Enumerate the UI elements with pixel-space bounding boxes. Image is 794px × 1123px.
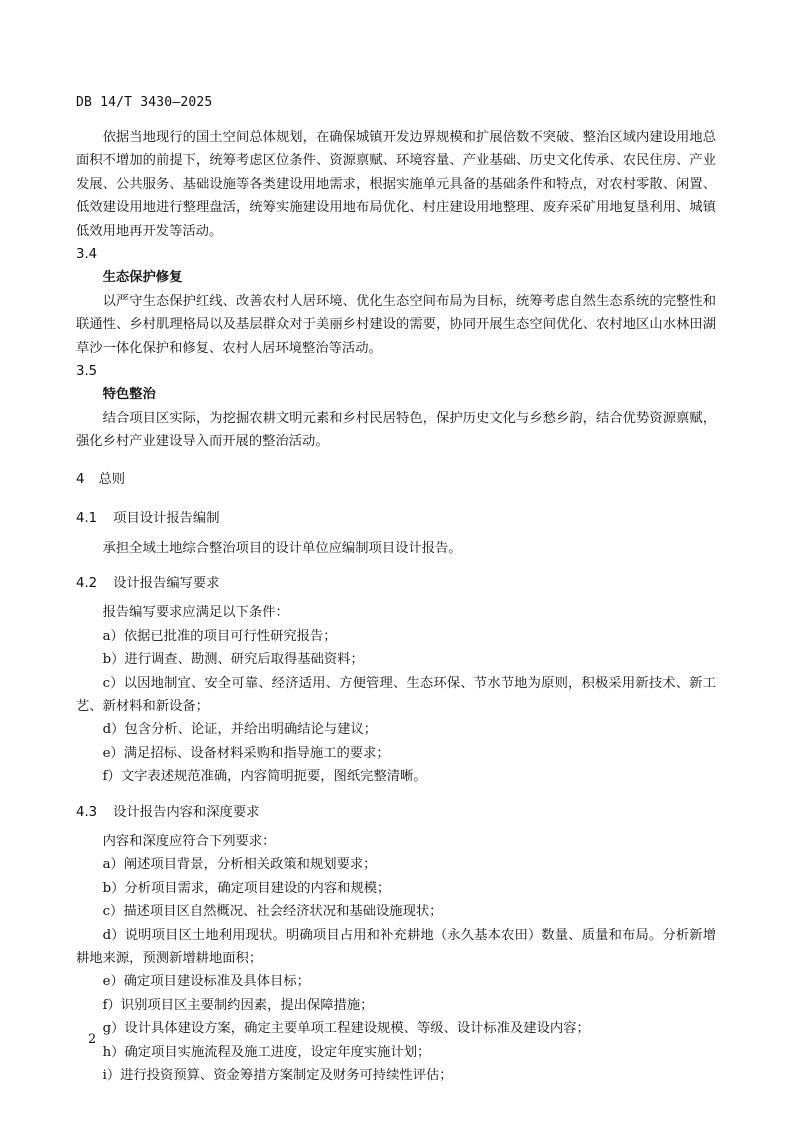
page-content	[76, 126, 716, 1087]
list-item: a）依据已批准的项目可行性研究报告；	[102, 628, 337, 644]
list-item: f）文字表述规范准确，内容简明扼要，图纸完整清晰。	[102, 769, 427, 785]
list-lead: 报告编写要求应满足以下条件：	[102, 605, 289, 621]
section-4-2	[76, 572, 716, 789]
list-item: b）分析项目需求，确定项目建设的内容和规模；	[102, 880, 391, 896]
section-heading	[76, 801, 716, 824]
section-heading	[76, 507, 716, 530]
term-title: 特色整治	[102, 387, 156, 403]
list-item: e）满足招标、设备材料采购和指导施工的要求；	[102, 745, 390, 761]
list-item: c）描述项目区自然概况、社会经济状况和基础设施现状；	[102, 904, 443, 920]
section-text: 承担全域土地综合整治项目的设计单位应编制项目设计报告。	[102, 540, 462, 556]
list-lead: 内容和深度应符合下列要求：	[102, 833, 276, 849]
section-number: 4.2	[76, 575, 98, 591]
list-item: e）确定项目建设标准及具体目标；	[102, 974, 310, 990]
section-number: 3.5	[76, 364, 98, 380]
list-item: d）包含分析、论证，并给出明确结论与建议；	[102, 722, 378, 738]
list-item: f）识别项目区主要制约因素，提出保障措施；	[102, 997, 374, 1013]
section-3-5	[76, 360, 716, 454]
section-3-4	[76, 243, 716, 360]
intro-paragraph: 依据当地现行的国土空间总体规划，在确保城镇开发边界规模和扩展倍数不突破、整治区域内建设用地总面积不增加的前提下，统筹考虑区位条件、资源禀赋、环境容量、产业基础、历史文化传承、农民住房、产业发展、公共服务、基础设施等各类建设用地需求，根据实施单元具备的基础条件和特点，对农村零散、闲置、低效建设用地进行整理盘活，统筹实施建设用地布局优化、村庄建设用地整理、废弃采矿用地复垦利用、城镇低效用地再开发等活动。	[76, 130, 716, 239]
list-item: h）确定项目实施流程及施工进度，设定年度实施计划；	[102, 1044, 431, 1060]
section-number: 4.1	[76, 511, 98, 527]
chapter-number: 4	[76, 471, 85, 487]
page-number: 2	[88, 1032, 97, 1047]
list-item: c）以因地制宜、安全可靠、经济适用、方便管理、生态环保、节水节地为原则，积极采用新技术、新工艺、新材料和新设备；	[76, 675, 716, 714]
list-item: d）说明项目区土地利用现状。明确项目占用和补充耕地（永久基本农田）数量、质量和布局。分析新增耕地来源，预测新增耕地面积；	[76, 927, 716, 966]
section-title: 设计报告内容和深度要求	[113, 804, 260, 820]
list-item: a）阐述项目背景，分析相关政策和规划要求；	[102, 857, 377, 873]
chapter-heading	[76, 468, 716, 491]
list-item: g）设计具体建设方案，确定主要单项工程建设规模、等级、设计标准及建设内容；	[102, 1021, 590, 1037]
term-title: 生态保护修复	[102, 270, 183, 286]
section-4-1	[76, 507, 716, 560]
section-4-3	[76, 801, 716, 1088]
chapter-title: 总则	[98, 471, 126, 487]
list-item: b）进行调查、勘测、研究后取得基础资料；	[102, 652, 364, 668]
term-definition: 以严守生态保护红线、改善农村人居环境、优化生态空间布局为目标，统筹考虑自然生态系统的完整性和联通性、乡村肌理格局以及基层群众对于美丽乡村建设的需要，协同开展生态空间优化、农村地区山水林田湖草沙一体化保护和修复、农村人居环境整治等活动。	[76, 293, 716, 356]
document-number-header: DB 14/T 3430—2025	[76, 95, 213, 110]
term-definition: 结合项目区实际，为挖掘农耕文明元素和乡村民居特色，保护历史文化与乡愁乡韵，结合优势资源禀赋，强化乡村产业建设导入而开展的整治活动。	[76, 410, 716, 450]
section-heading	[76, 572, 716, 595]
section-number: 4.3	[76, 804, 98, 820]
list-item: i）进行投资预算、资金筹措方案制定及财务可持续性评估；	[102, 1068, 453, 1084]
section-title: 设计报告编写要求	[113, 575, 220, 591]
section-number: 3.4	[76, 247, 98, 263]
section-title: 项目设计报告编制	[113, 511, 220, 527]
